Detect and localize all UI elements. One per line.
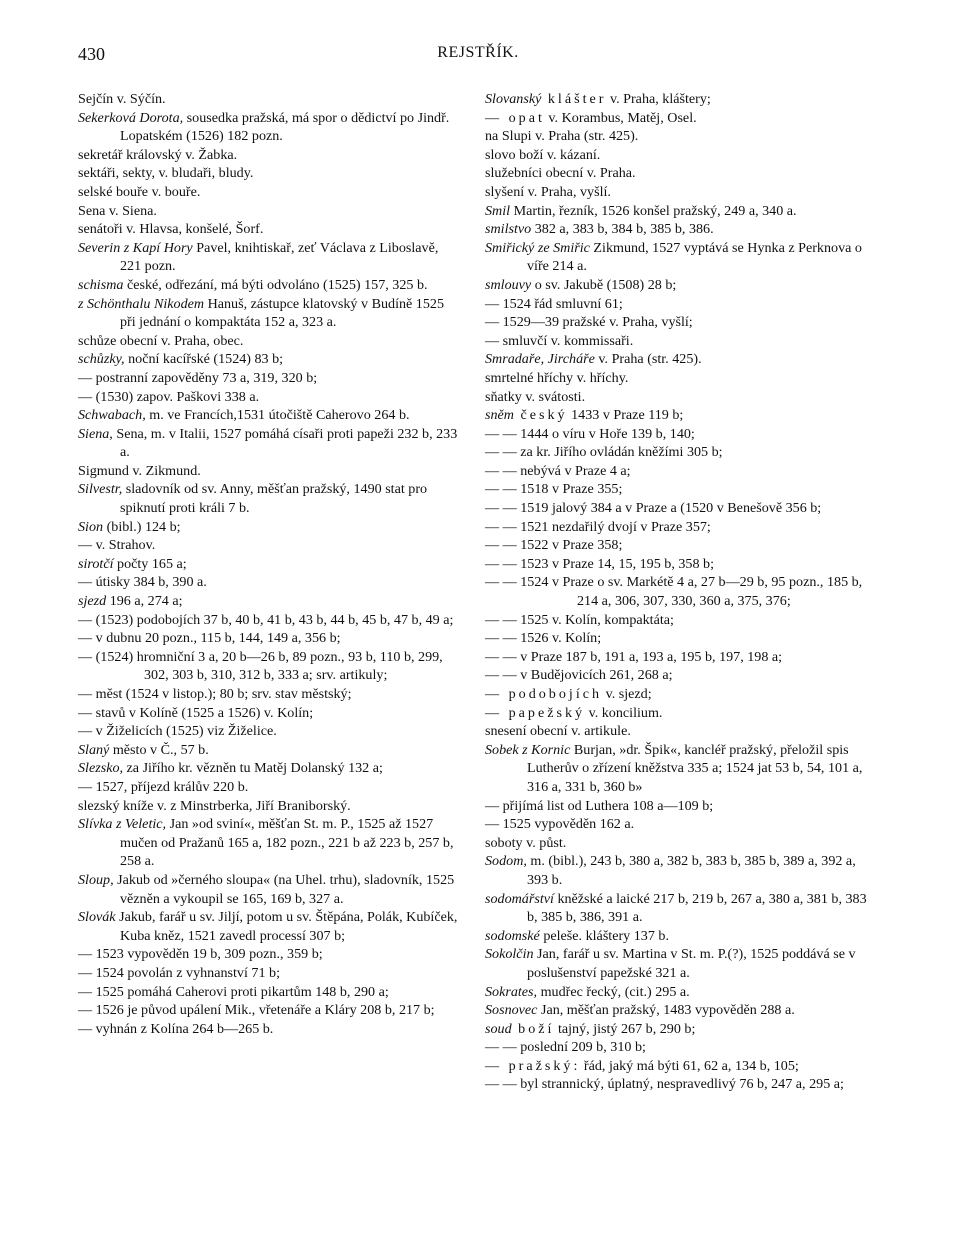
index-entry xyxy=(485,518,870,537)
entry-text: v. koncilium. xyxy=(585,704,663,721)
index-entry xyxy=(485,90,870,109)
index-entry xyxy=(78,983,463,1002)
entry-headword: Sodom, xyxy=(485,853,527,870)
entry-text: Hanuš, zástupce klatovský v Budíně 1525 při jednání o kompaktáta 152 a, 323 a. xyxy=(120,295,444,331)
entry-text: schůze obecní v. Praha, obec. xyxy=(78,332,244,349)
index-entry xyxy=(78,592,463,611)
index-entry xyxy=(78,871,463,908)
entry-text: Jan, měšťan pražský, 1483 vypověděn 288 a. xyxy=(537,1002,795,1019)
entry-headword: smlouvy xyxy=(485,276,532,293)
entry-spaced-term: — papežský xyxy=(485,704,586,721)
entry-headword: Smradaře, Jircháře xyxy=(485,351,595,368)
entry-spaced-term: klášter xyxy=(541,91,607,107)
entry-text: Sejčín v. Sýčín. xyxy=(78,91,166,107)
running-title: REJSTŘÍK. xyxy=(437,44,519,61)
index-entry xyxy=(485,611,870,630)
index-entry xyxy=(485,1075,870,1094)
index-entry xyxy=(78,183,463,202)
entry-headword: Slezsko, xyxy=(78,760,124,777)
entry-text: — — 1522 v Praze 358; xyxy=(485,537,623,554)
entry-headword: Silvestr, xyxy=(78,481,123,498)
entry-text: 382 a, 383 b, 384 b, 385 b, 386. xyxy=(531,221,714,238)
index-entry xyxy=(485,127,870,146)
entry-text: — — 1519 jalový 384 a v Praze a (1520 v Benešově 356 b; xyxy=(485,500,822,517)
entry-text: Jan, farář u sv. Martina v St. m. P.(?), 1525 poddává se v poslušenství papežské 321 a. xyxy=(527,946,856,981)
index-entry xyxy=(485,499,870,518)
entry-headword: soud xyxy=(485,1020,512,1037)
index-entry xyxy=(485,332,870,351)
entry-text: sektáři, sekty, v. bludaři, bludy. xyxy=(78,165,254,182)
index-entry xyxy=(485,890,870,927)
index-entry xyxy=(78,350,463,369)
entry-text: město v Č., 57 b. xyxy=(109,741,209,758)
index-entry xyxy=(78,908,463,945)
index-entry xyxy=(485,834,870,853)
entry-text: — 1524 povolán z vyhnanství 71 b; xyxy=(78,964,280,981)
index-entry xyxy=(78,276,463,295)
entry-text: Martin, řezník, 1526 konšel pražský, 249 a, 340 a. xyxy=(510,202,797,219)
entry-text: — 1523 vypověděn 19 b, 309 pozn., 359 b; xyxy=(78,946,323,963)
index-entry xyxy=(485,369,870,388)
index-entry xyxy=(78,220,463,239)
entry-text: služebníci obecní v. Praha. xyxy=(485,165,636,182)
index-entry xyxy=(78,611,463,630)
entry-text: — (1524) hromniční 3 a, 20 b—26 b, 89 pozn., 93 b, 110 b, 299, 302, 303 b, 310, 312 b, 333 a; srv. artikuly; xyxy=(78,648,443,684)
index-entry xyxy=(78,146,463,165)
index-entry xyxy=(485,462,870,481)
entry-text: na Slupi v. Praha (str. 425). xyxy=(485,128,639,145)
entry-headword: Sion xyxy=(78,518,104,535)
index-entry xyxy=(78,797,463,816)
index-entry xyxy=(485,443,870,462)
index-entry xyxy=(78,778,463,797)
entry-text: 196 a, 274 a; xyxy=(106,593,183,610)
index-entry xyxy=(78,815,463,871)
index-entry xyxy=(485,276,870,295)
entry-text: — přijímá list od Luthera 108 a—109 b; xyxy=(485,797,714,814)
entry-text: v. Praha, kláštery; xyxy=(606,91,711,107)
entry-text: sousedka pražská, má spor o dědictví po Jindř. Lopatském (1526) 182 pozn. xyxy=(120,109,450,145)
index-entry xyxy=(78,202,463,221)
entry-text: — — nebývá v Praze 4 a; xyxy=(485,462,631,479)
index-entry xyxy=(485,350,870,369)
index-entry xyxy=(78,536,463,555)
entry-text: o sv. Jakubě (1508) 28 b; xyxy=(531,276,677,293)
index-entry xyxy=(485,202,870,221)
index-entry xyxy=(485,555,870,574)
index-entry xyxy=(78,573,463,592)
entry-text: Zikmund, 1527 vyptává se Hynka z Perknova o víře 214 a. xyxy=(527,239,862,275)
index-entry xyxy=(78,332,463,351)
index-entry xyxy=(485,388,870,407)
entry-headword: schisma xyxy=(78,276,124,293)
entry-text: — (1530) zapov. Paškovi 338 a. xyxy=(78,388,260,405)
entry-text: tajný, jistý 267 b, 290 b; xyxy=(554,1020,696,1037)
entry-headword: schůzky, xyxy=(78,351,125,368)
entry-headword: sněm xyxy=(485,407,514,424)
index-entry xyxy=(78,90,463,109)
index-entry xyxy=(485,945,870,982)
index-entry xyxy=(485,1001,870,1020)
entry-text: 1433 v Praze 119 b; xyxy=(567,407,684,424)
entry-text: sňatky v. svátosti. xyxy=(485,388,586,405)
entry-spaced-term: — pražský: xyxy=(485,1057,581,1074)
entry-text: mudřec řecký, (cit.) 295 a. xyxy=(537,983,690,1000)
index-entry xyxy=(78,1020,463,1039)
entry-headword: Sokolčin xyxy=(485,946,534,963)
entry-headword: Smiřický ze Smiřic xyxy=(485,239,590,256)
entry-text: (bibl.) 124 b; xyxy=(103,518,181,535)
index-entry xyxy=(78,425,463,462)
entry-text: za Jiřího kr. vězněn tu Matěj Dolanský 132 a; xyxy=(123,760,383,777)
index-entry xyxy=(485,239,870,276)
entry-text: — — 1524 v Praze o sv. Markétě 4 a, 27 b—29 b, 95 pozn., 185 b, 214 a, 306, 307, 330, 360 a, 375, 376; xyxy=(485,574,863,610)
entry-text: selské bouře v. bouře. xyxy=(78,183,201,200)
entry-text: — v. Strahov. xyxy=(78,537,156,554)
entry-text: kněžské a laické 217 b, 219 b, 267 a, 380 a, 381 b, 383 b, 385 b, 386, 391 a. xyxy=(527,890,867,926)
entry-headword: Sloup, xyxy=(78,871,114,888)
entry-headword: Slovanský xyxy=(485,91,542,107)
entry-text: — smluvčí v. kommissaři. xyxy=(485,332,634,349)
entry-text: noční kacířské (1524) 83 b; xyxy=(124,351,284,368)
entry-text: — — 1521 nezdařilý dvojí v Praze 357; xyxy=(485,518,711,535)
index-entry xyxy=(485,146,870,165)
entry-text: Pavel, knihtiskař, zeť Václava z Liboslavě, 221 pozn. xyxy=(120,239,439,275)
index-entry xyxy=(78,480,463,517)
index-entry xyxy=(485,852,870,889)
page-number: 430 xyxy=(78,44,105,64)
entry-text: v. Korambus, Matěj, Osel. xyxy=(544,109,697,126)
entry-text: — — v Praze 187 b, 191 a, 193 a, 195 b, 197, 198 a; xyxy=(485,648,783,665)
entry-headword: Schwabach, xyxy=(78,407,146,424)
index-entry xyxy=(485,927,870,946)
entry-text: — — 1526 v. Kolín; xyxy=(485,630,602,647)
index-entry xyxy=(78,648,463,685)
entry-headword: Smil xyxy=(485,202,511,219)
entry-spaced-term: český xyxy=(513,407,568,424)
entry-headword: sodomské xyxy=(485,927,540,944)
entry-headword: sirotčí xyxy=(78,555,114,572)
entry-text: — vyhnán z Kolína 264 b—265 b. xyxy=(78,1020,274,1037)
index-entry xyxy=(485,425,870,444)
entry-headword: Sosnovec xyxy=(485,1002,538,1019)
entry-headword: Sekerková Dorota, xyxy=(78,109,184,126)
entry-text: — — poslední 209 b, 310 b; xyxy=(485,1039,646,1056)
index-entry xyxy=(485,797,870,816)
index-entry xyxy=(78,388,463,407)
entry-text: slezský kníže v. z Minstrberka, Jiří Braniborský. xyxy=(78,797,351,814)
entry-spaced-term: boží xyxy=(511,1020,555,1037)
entry-text: — — 1523 v Praze 14, 15, 195 b, 358 b; xyxy=(485,555,715,572)
entry-text: Burjan, »dr. Špik«, kancléř pražský, přeložil spis Lutherův o zřízení kněžstva 335 a; 1524 jat 53 b, 54, 101 a, 316 a, 331 b, 360 b» xyxy=(527,741,863,795)
index-entry xyxy=(485,648,870,667)
entry-headword: Sobek z Kornic xyxy=(485,741,571,758)
index-entry xyxy=(485,573,870,610)
entry-text: — útisky 384 b, 390 a. xyxy=(78,574,207,591)
index-entry xyxy=(78,295,463,332)
index-column-left xyxy=(78,90,463,1038)
entry-text: — — byl strannický, úplatný, nespravedlivý 76 b, 247 a, 295 a; xyxy=(485,1076,844,1093)
entry-text: řád, jaký má býti 61, 62 a, 134 b, 105; xyxy=(580,1057,799,1074)
entry-text: senátoři v. Hlavsa, konšelé, Šorf. xyxy=(78,221,264,238)
entry-text: — 1529—39 pražské v. Praha, vyšlí; xyxy=(485,314,693,331)
index-entry xyxy=(78,555,463,574)
entry-headword: sodomářství xyxy=(485,890,554,907)
entry-text: české, odřezání, má býti odvoláno (1525) 157, 325 b. xyxy=(123,276,428,293)
entry-text: — (1523) podobojích 37 b, 40 b, 41 b, 43 b, 44 b, 45 b, 47 b, 49 a; xyxy=(78,611,454,628)
entry-text: slyšení v. Praha, vyšlí. xyxy=(485,183,611,200)
entry-text: — měst (1524 v listop.); 80 b; srv. stav městský; xyxy=(78,686,352,702)
index-entry xyxy=(485,295,870,314)
entry-text: Jakub od »černého sloupa« (na Uhel. trhu), sladovník, 1525 vězněn a vykoupil se 165, 169 b, 327 a. xyxy=(113,871,455,907)
entry-text: — 1525 pomáhá Caherovi proti pikartům 148 b, 290 a; xyxy=(78,983,389,1000)
entry-headword: z Schönthalu Nikodem xyxy=(78,295,205,312)
entry-headword: Sokrates, xyxy=(485,983,538,1000)
entry-text: — stavů v Kolíně (1525 a 1526) v. Kolín; xyxy=(78,704,314,721)
entry-text: — 1527, příjezd králův 220 b. xyxy=(78,778,249,795)
index-entry xyxy=(78,685,463,704)
entry-spaced-term: — podobojích xyxy=(485,686,603,702)
entry-text: slovo boží v. kázaní. xyxy=(485,146,601,163)
index-entry xyxy=(78,704,463,723)
entry-text: soboty v. půst. xyxy=(485,834,567,851)
index-entry xyxy=(78,964,463,983)
index-entry xyxy=(485,220,870,239)
page-header xyxy=(78,44,878,68)
entry-text: v. sjezd; xyxy=(602,686,652,702)
index-entry xyxy=(485,815,870,834)
index-entry xyxy=(485,1057,870,1076)
index-entry xyxy=(485,685,870,704)
index-entry xyxy=(485,629,870,648)
index-entry xyxy=(78,759,463,778)
index-entry xyxy=(78,164,463,183)
index-entry xyxy=(78,629,463,648)
entry-text: — — za kr. Jiřího ovládán kněžími 305 b; xyxy=(485,444,723,461)
entry-headword: Slovák xyxy=(78,909,116,926)
entry-text: — v Žiželicích (1525) viz Žiželice. xyxy=(78,723,277,740)
entry-text: — — 1444 o víru v Hoře 139 b, 140; xyxy=(485,425,695,442)
index-entry xyxy=(485,1038,870,1057)
entry-text: peleše. kláštery 137 b. xyxy=(539,927,669,944)
entry-text: m. ve Francích,1531 útočiště Caherovo 264 b. xyxy=(145,407,410,424)
entry-text: — postranní zapověděny 73 a, 319, 320 b; xyxy=(78,369,318,386)
index-entry xyxy=(485,983,870,1002)
index-entry xyxy=(78,741,463,760)
entry-text: Sigmund v. Zikmund. xyxy=(78,462,201,479)
entry-text: Sena, m. v Italii, 1527 pomáhá císaři proti papeži 232 b, 233 a. xyxy=(112,425,458,461)
index-entry xyxy=(485,1020,870,1039)
entry-text: počty 165 a; xyxy=(113,555,187,572)
index-entry xyxy=(485,109,870,128)
index-entry xyxy=(78,406,463,425)
entry-text: — v dubnu 20 pozn., 115 b, 144, 149 a, 356 b; xyxy=(78,630,341,647)
index-entry xyxy=(78,239,463,276)
entry-text: Jakub, farář u sv. Jiljí, potom u sv. Štěpána, Polák, Kubíček, Kuba kněz, 1521 zavedl processí 307 b; xyxy=(115,909,458,944)
index-entry xyxy=(485,722,870,741)
entry-text: — 1526 je původ upálení Mik., vřetenáře a Kláry 208 b, 217 b; xyxy=(78,1002,435,1019)
entry-text: smrtelné hříchy v. hříchy. xyxy=(485,369,629,386)
index-entry xyxy=(78,462,463,481)
index-entry xyxy=(78,945,463,964)
entry-text: m. (bibl.), 243 b, 380 a, 382 b, 383 b, 385 b, 389 a, 392 a, 393 b. xyxy=(526,853,856,888)
entry-headword: Slaný xyxy=(78,741,110,758)
entry-text: v. Praha (str. 425). xyxy=(594,351,702,368)
entry-text: Sena v. Siena. xyxy=(78,202,157,219)
index-entry xyxy=(78,109,463,146)
entry-headword: Severin z Kapí Hory xyxy=(78,239,193,256)
entry-headword: Siena, xyxy=(78,425,113,442)
entry-text: sladovník od sv. Anny, měšťan pražský, 1490 stat pro spiknutí proti králi 7 b. xyxy=(120,481,428,517)
entry-headword: sjezd xyxy=(78,593,107,610)
entry-text: Jan »od sviní«, měšťan St. m. P., 1525 až 1527 mučen od Pražanů 165 a, 182 pozn., 221 b až 223 b, 257 b, 258 a. xyxy=(120,816,454,870)
entry-text: sekretář královský v. Žabka. xyxy=(78,146,238,163)
entry-headword: Slívka z Veletic, xyxy=(78,816,167,833)
entry-text: — 1524 řád smluvní 61; xyxy=(485,295,623,312)
index-entry xyxy=(485,666,870,685)
index-entry xyxy=(485,164,870,183)
index-entry xyxy=(485,741,870,797)
index-entry xyxy=(485,183,870,202)
index-entry xyxy=(485,536,870,555)
entry-text: — — 1525 v. Kolín, kompaktáta; xyxy=(485,611,674,628)
index-entry xyxy=(78,518,463,537)
index-entry xyxy=(78,369,463,388)
entry-text: snesení obecní v. artikule. xyxy=(485,723,631,740)
entry-text: — — v Budějovicích 261, 268 a; xyxy=(485,667,673,684)
entry-text: — 1525 vypověděn 162 a. xyxy=(485,816,635,833)
index-column-right xyxy=(485,90,870,1094)
index-entry xyxy=(485,704,870,723)
index-entry xyxy=(78,722,463,741)
index-entry xyxy=(485,313,870,332)
index-entry xyxy=(485,406,870,425)
index-entry xyxy=(78,1001,463,1020)
entry-text: — — 1518 v Praze 355; xyxy=(485,481,623,498)
index-entry xyxy=(485,480,870,499)
entry-spaced-term: — opat xyxy=(485,109,545,126)
entry-headword: smilstvo xyxy=(485,221,532,238)
